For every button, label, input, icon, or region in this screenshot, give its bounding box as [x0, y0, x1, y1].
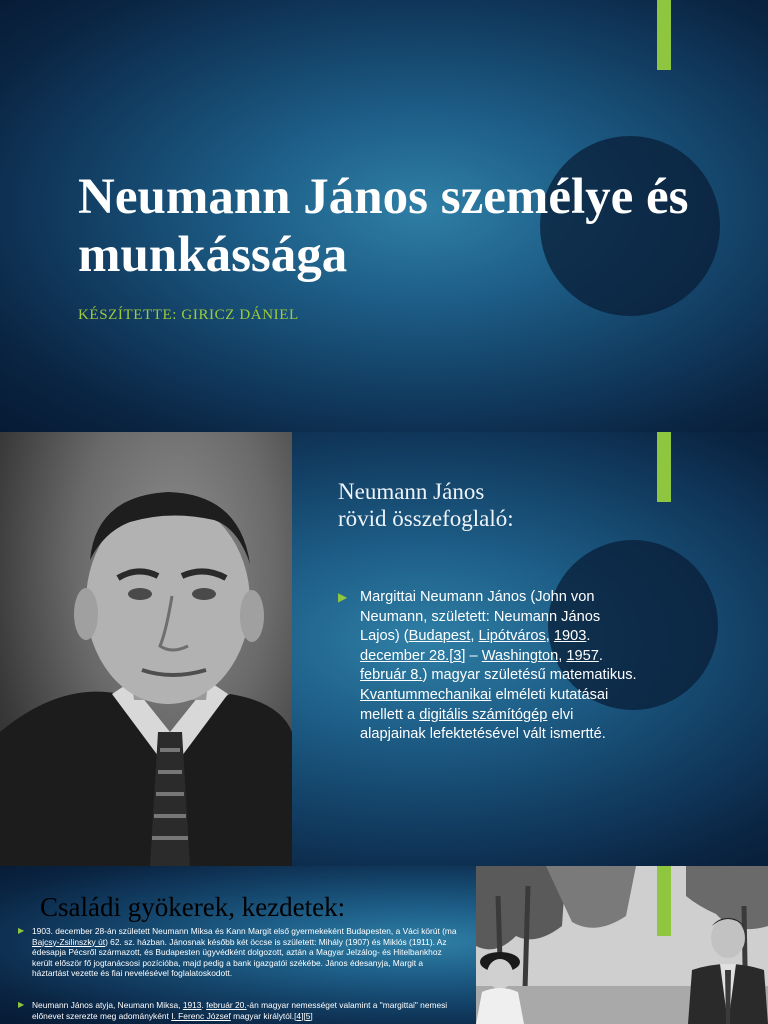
summary-heading: [338, 478, 638, 532]
portrait-photo: [0, 432, 292, 866]
bullet-text: Neumann János atyja, Neumann Miksa,: [32, 1000, 183, 1010]
link-lipotvaros[interactable]: Lipótváros: [478, 628, 546, 645]
family-slide: [0, 866, 768, 1024]
slide-title: Neumann János személye és munkássága: [78, 169, 689, 283]
link-december-28[interactable]: december 28.[3]: [360, 647, 466, 664]
bullet-text: ,: [558, 647, 567, 664]
bullet-text: ) 62. sz. házban. Jánosnak később két öccse is született: Mihály (1907) és Miklós (1911). Az édesapja Pécsről származott, és Budapesten ügyvédként dolgozott, aztán a Magyar Jelzálog- és Hitelbankhoz került először fő jogtanácsosi pozícióba, majd pedig a bank igazgatói székébe. János édesanyja, Margit a háztartást vezette és fiai nevelésével foglalatoskodott.: [32, 936, 447, 979]
accent-bar: [657, 432, 671, 502]
link-februar-8[interactable]: február 8.: [360, 667, 423, 684]
link-budapest[interactable]: Budapest: [408, 628, 471, 645]
summary-heading-line: rövid összefoglaló:: [338, 506, 514, 531]
bullet-text: magyar királytól.: [230, 1010, 295, 1021]
bullet-arrow-icon: ▶: [338, 590, 348, 604]
bullet-arrow-icon: ▶: [18, 1000, 25, 1009]
bullet-text: elvi alapjainak lefektetésével vált ismertté.: [360, 706, 606, 743]
family-bullet-2: [18, 1000, 458, 1021]
bullet-text: .: [598, 647, 603, 664]
bullet-text: 1903. december 28-án született Neumann Miksa és Kann Margit első gyermekeként Budapesten, a Váci körút (ma: [32, 926, 457, 936]
portrait-illustration: [0, 432, 292, 866]
bullet-text: -án magyar nemességet valamint a "margittai" nemesi előnevet szerezte meg adományként: [32, 1000, 448, 1021]
link-1913[interactable]: 1913: [182, 1000, 202, 1010]
bullet-text: ,: [545, 628, 554, 645]
link-citation[interactable]: [4][5]: [294, 1010, 313, 1021]
link-februar-20[interactable]: február 20.: [206, 1000, 247, 1010]
link-kvantummechanikai[interactable]: Kvantummechanikai: [360, 686, 492, 703]
accent-bar: [657, 866, 671, 936]
summary-heading-line: Neumann János: [338, 479, 485, 504]
family-photo-illustration: [476, 866, 768, 1024]
link-ferenc-jozsef[interactable]: I. Ferenc József: [171, 1010, 231, 1021]
link-1903[interactable]: 1903: [553, 628, 587, 645]
bullet-arrow-icon: ▶: [18, 926, 25, 935]
link-digitalis-szamitogep[interactable]: digitális számítógép: [419, 706, 548, 723]
bullet-text: –: [465, 647, 482, 664]
title-slide: [0, 0, 768, 432]
bullet-text: elméleti kutatásai mellett a: [360, 686, 609, 723]
link-washington[interactable]: Washington: [481, 647, 559, 664]
bullet-text: .: [201, 1000, 207, 1010]
summary-slide: [0, 432, 768, 866]
bullet-text: .: [586, 628, 591, 645]
family-bullet-1: [18, 926, 458, 979]
bullet-text: Margittai Neumann János (John von Neumann, született: Neumann János Lajos) (: [360, 589, 601, 645]
family-heading: Családi gyökerek, kezdetek:: [40, 892, 346, 922]
link-bajcsy-zsilinszky[interactable]: Bajcsy-Zsilinszky út: [32, 936, 106, 947]
bullet-text: ,: [470, 628, 479, 645]
summary-bullet: [338, 588, 638, 745]
slide-subtitle: KÉSZÍTETTE: GIRICZ DÁNIEL: [78, 307, 299, 323]
family-photo: [476, 866, 768, 1024]
bullet-text: ) magyar születésű matematikus.: [422, 667, 637, 684]
accent-bar: [657, 0, 671, 70]
link-1957[interactable]: 1957: [566, 647, 599, 664]
